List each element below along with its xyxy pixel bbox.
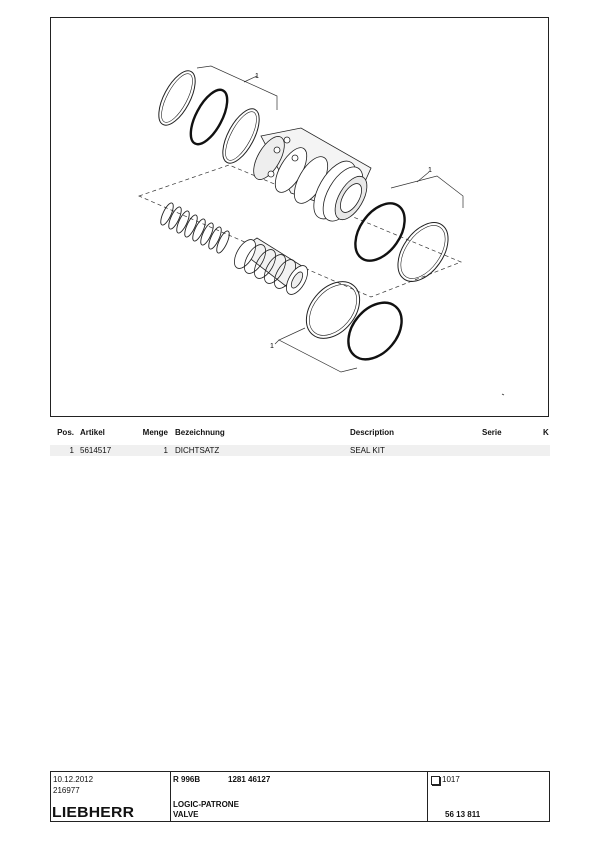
- callout-bracket-right: [391, 176, 463, 208]
- table-row: [50, 445, 550, 456]
- header-menge: Menge: [142, 428, 168, 437]
- header-serie: Serie: [482, 428, 502, 437]
- backup-ring: [151, 65, 202, 130]
- header-bezeichnung: Bezeichnung: [175, 428, 225, 437]
- title-block-middle: [170, 772, 428, 821]
- title-de: LOGIC-PATRONE: [173, 800, 239, 809]
- drawing-mark: [502, 394, 504, 395]
- parts-table-header: [50, 428, 550, 440]
- callout-number-top: 1: [255, 73, 259, 80]
- callout-leader-bottom: [275, 340, 279, 344]
- header-description: Description: [350, 428, 395, 437]
- page-ref: 1017: [442, 775, 460, 784]
- o-ring-bottom: [338, 292, 413, 369]
- title-block: [50, 771, 550, 822]
- title-en: VALVE: [173, 810, 199, 819]
- doc-number: 216977: [53, 786, 80, 795]
- liebherr-logo: LIEBHERR: [52, 804, 135, 821]
- checkbox-icon: [431, 776, 440, 785]
- exploded-view-drawing: [50, 17, 549, 417]
- date: 10.12.2012: [53, 775, 94, 784]
- callout-number-bottom: 1: [270, 343, 274, 350]
- title-block-right: [427, 772, 549, 821]
- callout-bracket-top: [197, 66, 277, 110]
- cartridge-body: [247, 128, 373, 227]
- header-k: K: [543, 428, 549, 437]
- valve-seal-kit-illustration: [51, 18, 550, 418]
- row-menge: 1: [163, 446, 168, 455]
- drawing-number: 56 13 811: [445, 810, 481, 819]
- backup-ring-bottom: [296, 271, 371, 348]
- row-description: SEAL KIT: [350, 446, 385, 455]
- piston: [230, 236, 312, 298]
- row-pos: 1: [69, 446, 74, 455]
- backup-ring-large: [388, 213, 459, 290]
- title-block-left: [51, 772, 171, 821]
- header-pos: Pos.: [57, 428, 74, 437]
- backup-ring-2-inner: [219, 107, 262, 164]
- o-ring: [183, 84, 234, 149]
- ref-number: 1281 46127: [228, 775, 271, 784]
- row-artikel: 5614517: [80, 446, 112, 455]
- header-artikel: Artikel: [80, 428, 105, 437]
- model: R 996B: [173, 775, 201, 784]
- backup-ring-inner: [155, 69, 198, 126]
- row-bezeichnung: DICHTSATZ: [175, 446, 220, 455]
- backup-ring-bottom-inner: [300, 276, 366, 345]
- callout-number-right: 1: [428, 167, 432, 174]
- spring: [158, 201, 231, 254]
